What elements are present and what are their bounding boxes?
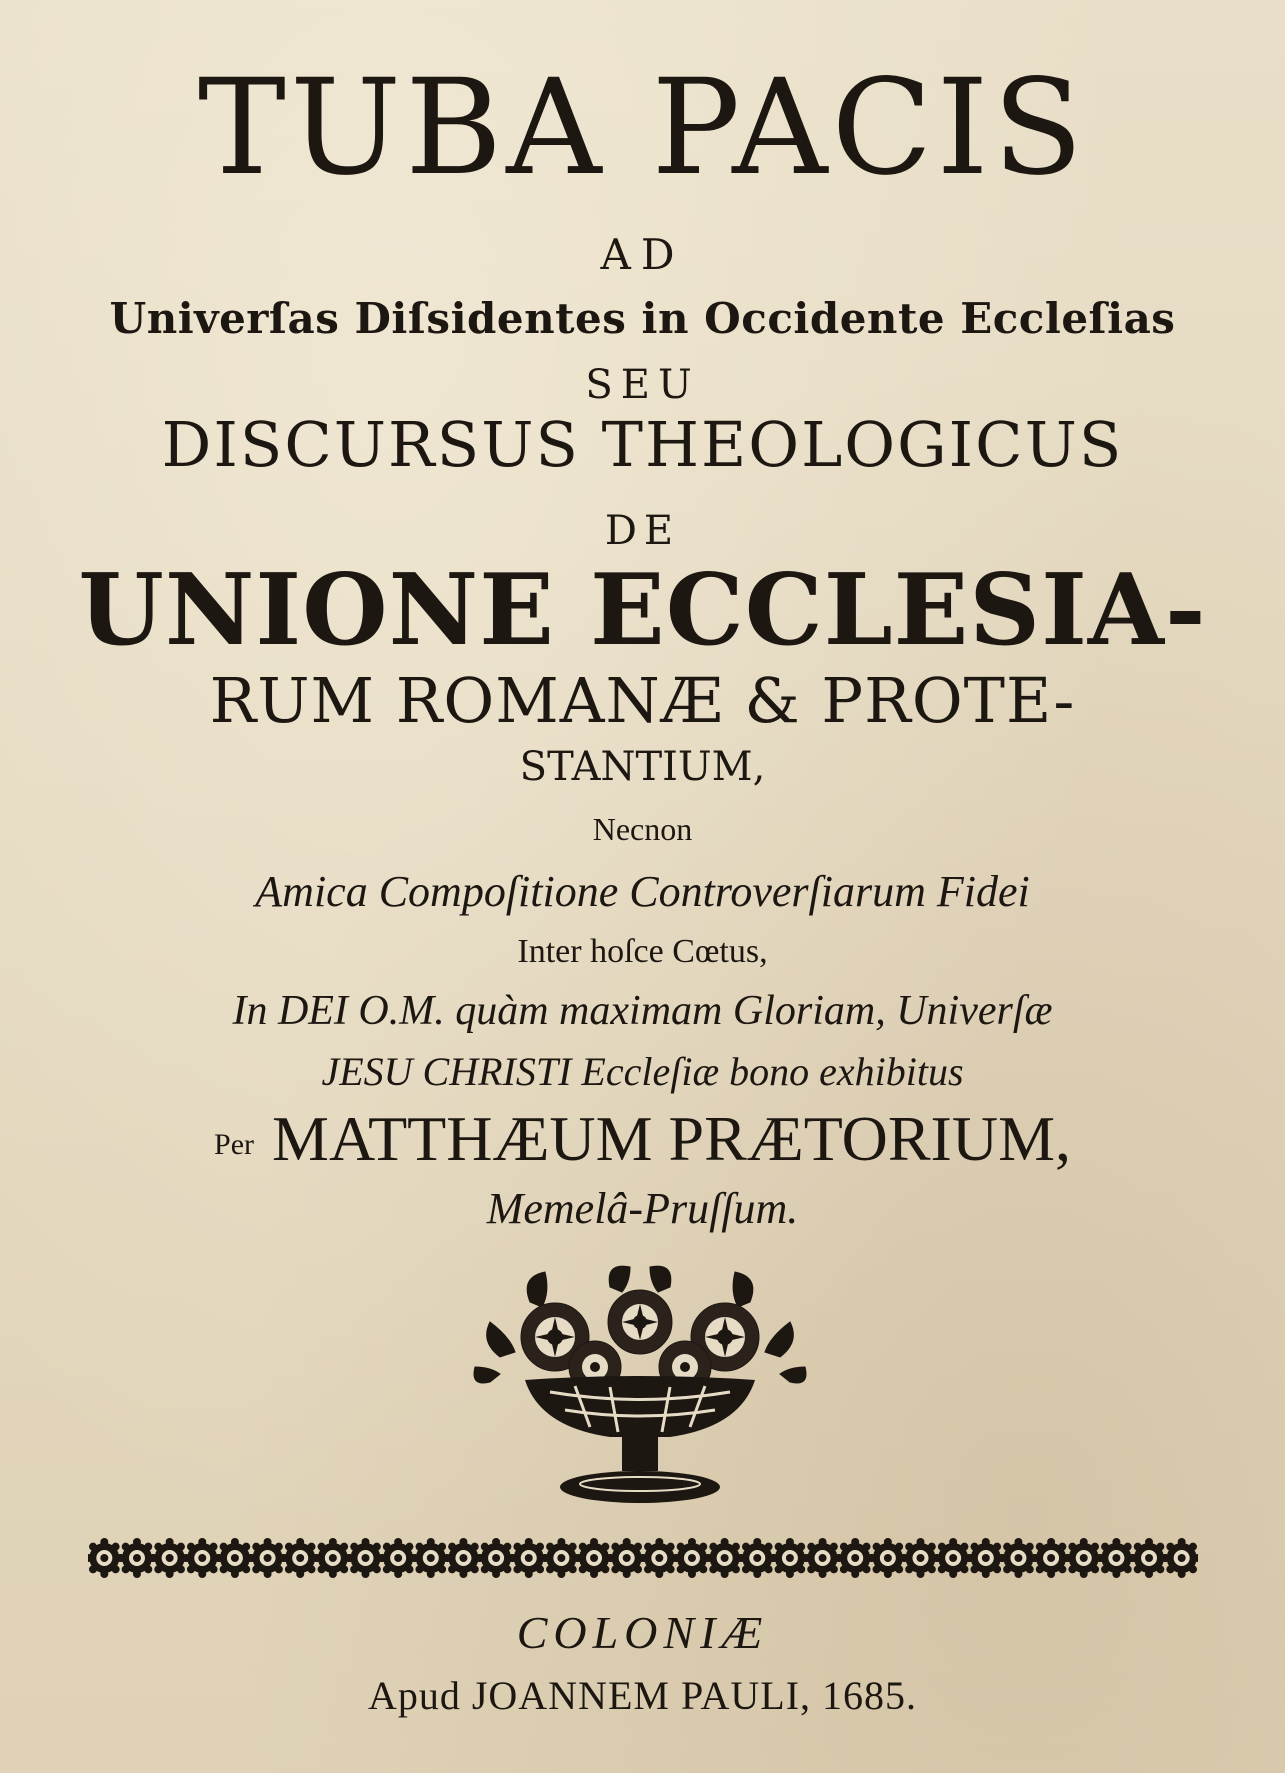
imprint-publisher: Apud JOANNEM PAULI, 1685. (367, 1673, 918, 1718)
author-name: MATTHÆUM PRÆTORIUM, (272, 1103, 1071, 1174)
subtitle-line: Univerſas Diſsidentes in Occidente Eccleſias (109, 294, 1176, 343)
jesu-line: JESU CHRISTI Eccleſiæ bono exhibitus (321, 1049, 964, 1094)
flower-basket-ornament (470, 1262, 810, 1512)
book-title: TUBA PACIS (197, 51, 1088, 205)
in-dei-line: In DEI O.M. quàm maximam Gloriam, Univerſæ (232, 988, 1053, 1034)
unione-line-2: RUM ROMANÆ & PROTE- (209, 664, 1076, 737)
ornamental-rule (88, 1530, 1198, 1586)
per-word: Per (214, 1128, 255, 1162)
seu-word: SEU (585, 362, 700, 408)
author-origin: Memelâ-Pruſſum. (486, 1184, 799, 1233)
inter-line: Inter hoſce Cœtus, (517, 933, 768, 970)
de-word: DE (604, 508, 681, 554)
unione-line-1: UNIONE ECCLESIA- (78, 553, 1207, 668)
ad-word: AD (600, 230, 685, 279)
rosette-ornament (1162, 1538, 1198, 1578)
discursus-heading: DISCURSUS THEOLOGICUS (161, 408, 1124, 481)
necnon-word: Necnon (592, 811, 693, 847)
imprint-place: COLONIÆ (516, 1607, 769, 1658)
author-line (0, 1103, 1285, 1174)
amica-line: Amica Compoſitione Controverſiarum Fidei (255, 867, 1030, 916)
unione-line-3: STANTIUM, (519, 744, 766, 790)
